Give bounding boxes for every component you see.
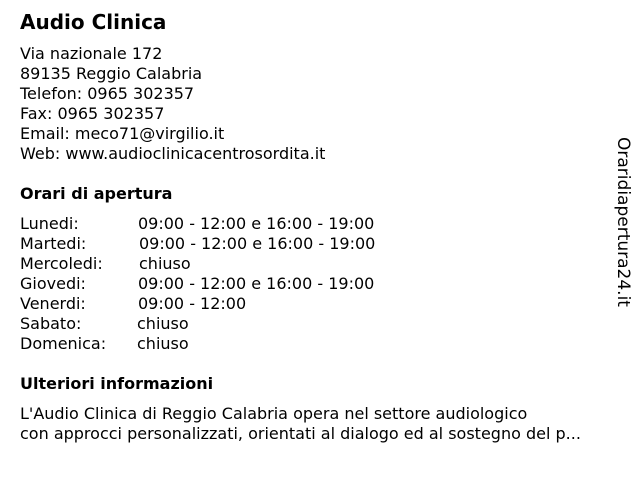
day-hours: 09:00 - 12:00 e 16:00 - 19:00 xyxy=(139,234,376,253)
hours-row-thursday xyxy=(20,274,440,294)
email-address: Email: meco71@virgilio.it xyxy=(20,124,225,143)
address-city: 89135 Reggio Calabria xyxy=(20,64,203,83)
opening-hours-heading: Orari di apertura xyxy=(20,184,173,203)
address-street: Via nazionale 172 xyxy=(20,44,163,63)
day-label: Sabato: xyxy=(20,314,82,333)
hours-row-tuesday xyxy=(20,234,440,254)
hours-row-sunday xyxy=(20,334,440,354)
contact-block xyxy=(20,44,325,164)
day-hours: chiuso xyxy=(137,334,189,353)
day-hours: chiuso xyxy=(137,314,189,333)
day-label: Mercoledi: xyxy=(20,254,103,273)
description-line: con approcci personalizzati, orientati al dialogo ed al sostegno del p... xyxy=(20,424,581,443)
site-watermark: Oraridiapertura24.it xyxy=(613,137,633,307)
phone-number: Telefon: 0965 302357 xyxy=(20,84,195,103)
website-url: Web: www.audioclinicacentrosordita.it xyxy=(20,144,326,163)
fax-number: Fax: 0965 302357 xyxy=(20,104,165,123)
day-hours: chiuso xyxy=(139,254,191,273)
hours-row-wednesday xyxy=(20,254,440,274)
hours-row-friday xyxy=(20,294,440,314)
hours-row-monday xyxy=(20,214,440,234)
day-label: Martedi: xyxy=(20,234,87,253)
day-label: Venerdi: xyxy=(20,294,86,313)
day-label: Giovedi: xyxy=(20,274,86,293)
day-hours: 09:00 - 12:00 xyxy=(138,294,247,313)
description-line: L'Audio Clinica di Reggio Calabria opera nel settore audiologico xyxy=(20,404,528,423)
more-info-heading: Ulteriori informazioni xyxy=(20,374,214,393)
opening-hours-table xyxy=(20,214,440,354)
business-description xyxy=(20,404,581,444)
day-label: Lunedi: xyxy=(20,214,79,233)
day-hours: 09:00 - 12:00 e 16:00 - 19:00 xyxy=(138,214,375,233)
day-hours: 09:00 - 12:00 e 16:00 - 19:00 xyxy=(138,274,375,293)
business-name: Audio Clinica xyxy=(20,10,167,34)
day-label: Domenica: xyxy=(20,334,107,353)
hours-row-saturday xyxy=(20,314,440,334)
